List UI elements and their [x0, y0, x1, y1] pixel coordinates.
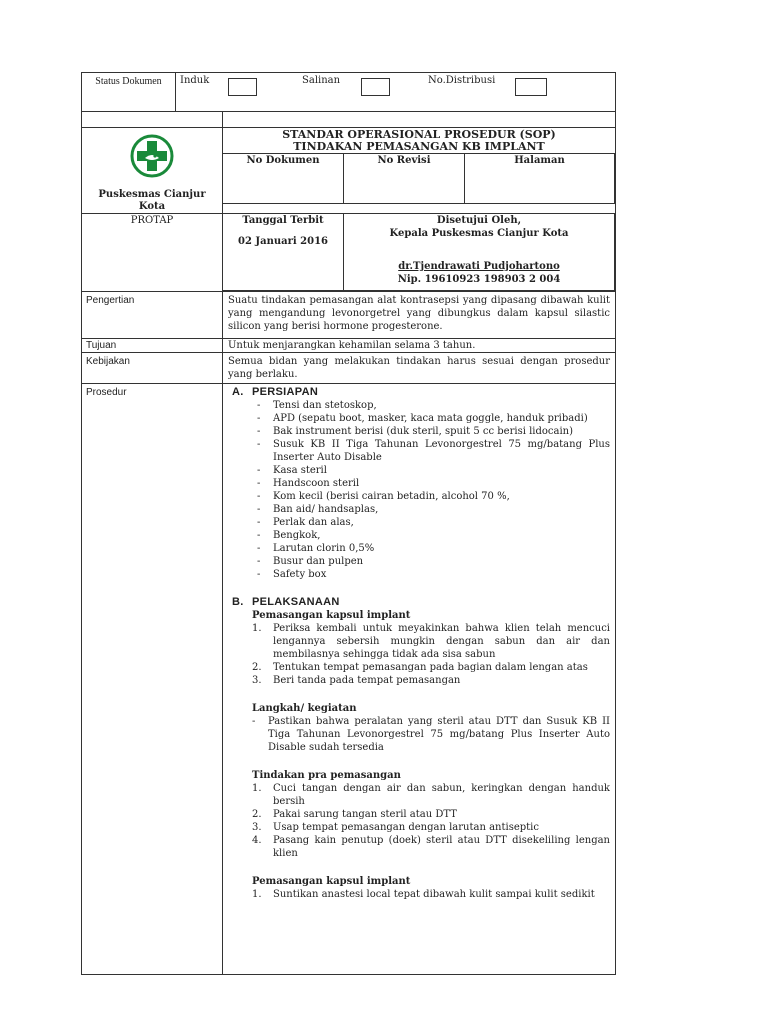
- approval-cell: [344, 214, 615, 291]
- status-dokumen-label: Status Dokumen: [82, 73, 176, 111]
- list-item: - Susuk KB II Tiga Tahunan Levonorgestrel 75 mg/batang Plus Inserter Auto Disable: [257, 438, 610, 464]
- list-item: 3. Beri tanda pada tempat pemasangan: [252, 675, 461, 686]
- list-item: - Bak instrument berisi (duk steril, spuit 5 cc berisi lidocain): [257, 425, 610, 438]
- signatory-name: dr.Tjendrawati Pudjohartono: [398, 261, 560, 272]
- list-item: - Ban aid/ handsaplas,: [257, 503, 610, 516]
- pengertian-row: [82, 292, 616, 339]
- induk-checkbox[interactable]: [228, 78, 257, 96]
- halaman-label: Halaman: [465, 154, 615, 204]
- tujuan-label: Tujuan: [82, 339, 223, 353]
- list-item: 1. Suntikan anastesi local tepat dibawah kulit sampai kulit sedikit: [252, 889, 595, 900]
- spacer-row: [82, 112, 616, 128]
- list-item: 2. Pakai sarung tangan steril atau DTT: [252, 809, 457, 820]
- pengertian-label: Pengertian: [82, 292, 223, 339]
- no-revisi-label: No Revisi: [344, 154, 465, 204]
- disetujui-label: Disetujui Oleh,: [436, 215, 522, 226]
- pengertian-text: Suatu tindakan pemasangan alat kontrasepsi yang dipasang dibawah kulit yang mengandung levonorgetrel yang dibungkus dalam kapsul silastic silicon yang berisi hormone progesterone.: [223, 292, 616, 339]
- list-item: - Kom kecil (berisi cairan betadin, alcohol 70 %,: [257, 490, 610, 503]
- pemasangan-kapsul-list: [229, 888, 610, 901]
- puskesmas-logo-icon: [130, 134, 174, 178]
- list-item: - Perlak dan alas,: [257, 516, 610, 529]
- tanggal-terbit-label: Tanggal Terbit: [242, 215, 324, 226]
- logo-cell: [82, 128, 223, 214]
- protap-row: [82, 214, 616, 292]
- pemasangan-list: [229, 622, 610, 687]
- tindakan-pra-heading: Tindakan pra pemasangan: [252, 770, 401, 781]
- no-dokumen-label: No Dokumen: [223, 154, 344, 204]
- list-item: - Kasa steril: [257, 464, 610, 477]
- kebijakan-row: [82, 353, 616, 384]
- kepala-label: Kepala Puskesmas Cianjur Kota: [389, 228, 569, 239]
- tindakan-pra-list: [229, 782, 610, 860]
- list-item: - Handscoon steril: [257, 477, 610, 490]
- distribution-cell: [176, 73, 616, 111]
- list-item: - Safety box: [257, 568, 610, 581]
- list-item: - Pastikan bahwa peralatan yang steril atau DTT dan Susuk KB II Tiga Tahunan Levonorgestrel 75 mg/batang Plus Inserter Auto Disable sudah tersedia: [252, 715, 610, 754]
- sop-title: STANDAR OPERASIONAL PROSEDUR (SOP) TINDAKAN PEMASANGAN KB IMPLANT: [282, 128, 556, 153]
- doc-info-table: [223, 153, 615, 204]
- tujuan-text: Untuk menjarangkan kehamilan selama 3 tahun.: [223, 339, 616, 353]
- langkah-kegiatan-heading: Langkah/ kegiatan: [252, 703, 357, 714]
- prosedur-content: [223, 384, 616, 975]
- list-item: - APD (sepatu boot, masker, kaca mata goggle, handuk pribadi): [257, 412, 610, 425]
- list-item: - Busur dan pulpen: [257, 555, 610, 568]
- prosedur-row: [82, 384, 616, 975]
- persiapan-heading: A. PERSIAPAN: [232, 386, 319, 398]
- status-row: [82, 73, 616, 112]
- list-item: 2. Tentukan tempat pemasangan pada bagian dalam lengan atas: [252, 662, 588, 673]
- list-item: 4. Pasang kain penutup (doek) steril atau DTT disekeliling lengan klien: [252, 835, 610, 859]
- kebijakan-text: Semua bidan yang melakukan tindakan harus sesuai dengan prosedur yang berlaku.: [223, 353, 616, 384]
- protap-label: PROTAP: [82, 214, 223, 292]
- salinan-label: Salinan: [302, 75, 341, 86]
- list-item: 1. Periksa kembali untuk meyakinkan bahwa klien telah mencuci lengannya sebersih mungkin dengan sabun dan air dan membilasnya sehingga tidak ada sisa sabun: [252, 623, 610, 660]
- tanggal-terbit-value: 02 Januari 2016: [237, 236, 328, 247]
- pemasangan-kapsul-heading-2: Pemasangan kapsul implant: [252, 876, 411, 887]
- list-item: - Larutan clorin 0,5%: [257, 542, 610, 555]
- langkah-list: [229, 715, 610, 754]
- distribusi-checkbox[interactable]: [515, 78, 547, 96]
- pelaksanaan-heading: B. PELAKSANAAN: [232, 596, 340, 608]
- title-cell: [223, 128, 616, 214]
- salinan-checkbox[interactable]: [361, 78, 390, 96]
- list-item: - Bengkok,: [257, 529, 610, 542]
- tanggal-terbit-cell: [223, 214, 344, 291]
- tujuan-row: [82, 339, 616, 353]
- persiapan-list: [229, 399, 610, 581]
- prosedur-label: Prosedur: [82, 384, 223, 975]
- pemasangan-kapsul-heading: Pemasangan kapsul implant: [252, 610, 411, 621]
- list-item: 3. Usap tempat pemasangan dengan larutan antiseptic: [252, 822, 539, 833]
- distribusi-label: No.Distribusi: [428, 75, 496, 86]
- kebijakan-label: Kebijakan: [82, 353, 223, 384]
- sop-table: [81, 72, 616, 975]
- organization-name: Puskesmas Cianjur Kota: [98, 189, 206, 212]
- list-item: 1. Cuci tangan dengan air dan sabun, keringkan dengan handuk bersih: [252, 783, 610, 807]
- induk-label: Induk: [180, 75, 210, 86]
- title-row: [82, 128, 616, 214]
- signatory-nip: Nip. 19610923 198903 2 004: [397, 274, 561, 285]
- list-item: - Tensi dan stetoskop,: [257, 399, 610, 412]
